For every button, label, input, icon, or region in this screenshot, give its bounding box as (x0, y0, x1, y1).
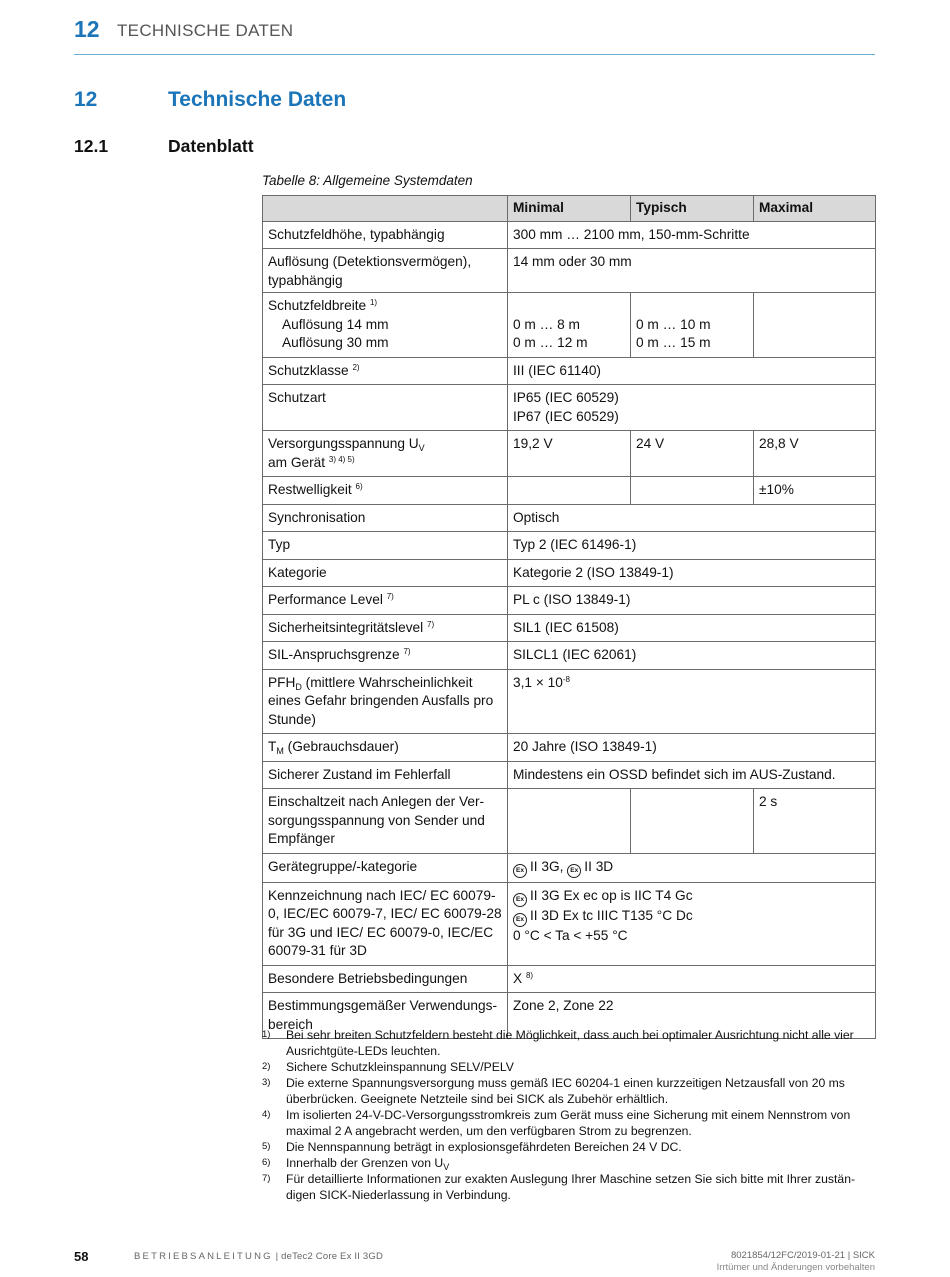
footnote-text: Die Nennspannung beträgt in explosionsgefährdeten Bereichen 24 V DC. (286, 1140, 682, 1154)
ex-symbol-icon: Ex (513, 864, 527, 878)
label-text: Schutzfeldbreite (268, 298, 367, 313)
ex-symbol-icon: Ex (567, 864, 581, 878)
subscript: V (418, 443, 425, 453)
row-label (263, 357, 508, 385)
row-label (263, 293, 508, 358)
value-line: IP67 (IEC 60529) (513, 408, 619, 424)
row-value-max: ±10% (754, 477, 876, 505)
row-label: Auflösung (Detektionsvermögen), typabhängig (263, 249, 508, 293)
label-text: Schutzklasse (268, 362, 349, 378)
footer-product: deTec2 Core Ex II 3GD (281, 1251, 384, 1262)
header-cell-maximal: Maximal (754, 196, 876, 222)
value-text: X (513, 970, 523, 986)
row-value: Mindestens ein OSSD befindet sich im AUS-Zustand. (508, 761, 876, 789)
row-value (508, 385, 876, 431)
footnote-text: Bei sehr breiten Schutzfeldern besteht die Möglichkeit, dass auch bei optimaler Ausrichtung nicht alle vier Ausrichtgüte-LEDs leuchten. (286, 1028, 854, 1058)
row-value (508, 882, 876, 965)
table-row (263, 882, 876, 965)
table-row (263, 357, 876, 385)
footnote-ref: 1) (369, 298, 378, 307)
footnote-mark: 5) (262, 1141, 271, 1152)
footnote-mark: 6) (262, 1157, 271, 1168)
row-label: Synchronisation (263, 504, 508, 532)
table-row (263, 761, 876, 789)
table-row (263, 249, 876, 293)
table-row (263, 587, 876, 615)
footnote-mark: 2) (262, 1061, 271, 1072)
table-header-row (263, 196, 876, 222)
footnote-mark: 1) (262, 1029, 271, 1040)
row-value: 300 mm … 2100 mm, 150-mm-Schritte (508, 221, 876, 249)
label-text: SIL-Anspruchsgrenze (268, 647, 400, 662)
row-label: Kennzeichnung nach IEC/ EC 60079-0, IEC/EC 60079-7, IEC/ EC 60079-28 für 3G und IEC/ EC 60079-0, IEC/EC 60079-31 für 3D (263, 882, 508, 965)
row-value: SIL1 (IEC 61508) (508, 614, 876, 642)
footnote-text: Im isolierten 24-V-DC-Versorgungsstromkreis zum Gerät muss eine Sicherung mit einem Nennstrom von maximal 2 A angebracht werden, um den verfügbaren Strom zu begrenzen. (286, 1108, 851, 1138)
row-value-max: 2 s (754, 789, 876, 854)
footer-doc-info (134, 1251, 383, 1262)
row-value: Optisch (508, 504, 876, 532)
row-value-typ (631, 789, 754, 854)
value-text: II 3G, (530, 858, 568, 874)
table-row (263, 532, 876, 560)
row-label: Kategorie (263, 559, 508, 587)
subscript: M (276, 746, 284, 756)
footnote (262, 1075, 875, 1107)
page-footer (74, 1249, 875, 1275)
footnotes (262, 1027, 875, 1203)
row-label (263, 431, 508, 477)
value-line: 0 m … 8 m (513, 316, 580, 332)
row-value: Zone 2, Zone 22 (508, 993, 876, 1039)
table-row (263, 965, 876, 993)
value-line: 0 m … 10 m (636, 316, 711, 332)
label-text: Restwelligkeit (268, 482, 352, 497)
heading2-number: 12.1 (74, 136, 109, 156)
label-text: PFH (268, 674, 296, 690)
label-text: (mittlere Wahrscheinlichkeit eines Gefahr bringenden Ausfalls pro Stunde) (268, 674, 494, 727)
row-value (508, 965, 876, 993)
table-row (263, 221, 876, 249)
row-value-typ (631, 477, 754, 505)
table-row (263, 559, 876, 587)
heading2-title: Datenblatt (168, 136, 254, 156)
row-label (263, 587, 508, 615)
label-text: Sicherheitsintegritätslevel (268, 619, 424, 635)
row-value (508, 669, 876, 734)
table-row (263, 789, 876, 854)
row-label: Schutzart (263, 385, 508, 431)
footnote (262, 1107, 875, 1139)
table-row (263, 734, 876, 762)
header-cell-typisch: Typisch (631, 196, 754, 222)
heading1-title: Technische Daten (168, 88, 347, 111)
row-value: Kategorie 2 (ISO 13849-1) (508, 559, 876, 587)
table-row (263, 431, 876, 477)
table-row (263, 614, 876, 642)
row-label (263, 734, 508, 762)
row-label: Typ (263, 532, 508, 560)
footnote-mark: 4) (262, 1109, 271, 1120)
footnote-text: Die externe Spannungsversorgung muss gemäß IEC 60204-1 einen kurzzeitigen Netzausfall von 20 ms überbrücken. Geeignete Netzteile sind bei SICK als Zubehör erhältlich. (286, 1076, 845, 1106)
footnote-ref: 6) (355, 482, 363, 491)
table-caption: Tabelle 8: Allgemeine Systemdaten (262, 173, 473, 188)
sub-label: Auflösung 14 mm (282, 316, 389, 332)
value-line: II 3G Ex ec op is IIC T4 Gc (530, 887, 693, 903)
table-row (263, 642, 876, 670)
footer-doc-id: 8021854/12FC/2019-01-21 | SICK (730, 1250, 875, 1261)
footnote-ref: 3) 4) 5) (328, 454, 355, 464)
footnote-text: Für detaillierte Informationen zur exakten Auslegung Ihrer Maschine setzen Sie sich bitte mit Ihrer zuständigen SICK-Niederlassung in Verbindung. (286, 1172, 856, 1202)
footnote-ref: 7) (427, 619, 435, 629)
row-value: III (IEC 61140) (508, 357, 876, 385)
row-value-max: 28,8 V (754, 431, 876, 477)
value-text: 3,1 × 10 (513, 674, 563, 690)
sub-label: Auflösung 30 mm (282, 335, 389, 350)
footnote-ref: 7) (386, 592, 394, 601)
label-text: Performance Level (268, 592, 383, 607)
footer-disclaimer: Irrtümer und Änderungen vorbehalten (716, 1262, 875, 1273)
label-text: am Gerät (268, 454, 326, 470)
ex-symbol-icon: Ex (513, 893, 527, 907)
label-text: (Gebrauchsdauer) (283, 739, 399, 754)
footnote-text: Innerhalb der Grenzen von U (286, 1156, 444, 1170)
footer-doc-type: BETRIEBSANLEITUNG (134, 1251, 273, 1262)
label-text: Versorgungsspannung U (268, 436, 419, 451)
table-row (263, 504, 876, 532)
footnote (262, 1027, 875, 1059)
table-row (263, 477, 876, 505)
value-line: II 3D Ex tc IIIC T135 °C Dc (530, 907, 693, 923)
page-number: 58 (74, 1249, 89, 1264)
row-value-typ: 24 V (631, 431, 754, 477)
row-label: Einschaltzeit nach Anlegen der Versorgungsspannung von Sender und Empfänger (263, 789, 508, 854)
row-label (263, 642, 508, 670)
row-value-min (508, 789, 631, 854)
table-row (263, 293, 876, 358)
row-label: Bestimmungsgemäßer Verwendungsbereich (263, 993, 508, 1039)
table-row (263, 669, 876, 734)
footer-separator: | (272, 1251, 282, 1262)
footnote (262, 1139, 875, 1155)
row-label: Besondere Betriebsbedingungen (263, 965, 508, 993)
footnote (262, 1059, 875, 1075)
row-value-min (508, 477, 631, 505)
header-chapter-number: 12 (74, 16, 100, 42)
row-value: 20 Jahre (ISO 13849-1) (508, 734, 876, 762)
heading1-number: 12 (74, 88, 98, 111)
header-cell-minimal: Minimal (508, 196, 631, 222)
footnote-mark: 3) (262, 1077, 271, 1088)
value-text: II 3D (584, 858, 614, 874)
system-data-table (262, 195, 876, 1039)
label-text: T (268, 739, 277, 754)
row-label: Gerätegruppe/-kategorie (263, 853, 508, 882)
row-label: Sicherer Zustand im Fehlerfall (263, 761, 508, 789)
row-label (263, 669, 508, 734)
row-value: 14 mm oder 30 mm (508, 249, 876, 293)
header-chapter-title: TECHNISCHE DATEN (117, 21, 294, 40)
row-value (508, 853, 876, 882)
row-label: Schutzfeldhöhe, typabhängig (263, 221, 508, 249)
row-value: SILCL1 (IEC 62061) (508, 642, 876, 670)
value-line: 0 m … 12 m (513, 335, 588, 350)
row-label (263, 614, 508, 642)
row-value: Typ 2 (IEC 61496-1) (508, 532, 876, 560)
footnote-ref: 2) (352, 362, 360, 372)
row-value: PL c (ISO 13849-1) (508, 587, 876, 615)
footnote (262, 1155, 875, 1171)
subscript: D (295, 681, 302, 692)
row-value-min: 19,2 V (508, 431, 631, 477)
value-line: IP65 (IEC 60529) (513, 390, 619, 405)
table-row (263, 385, 876, 431)
value-line: 0 °C < Ta < +55 °C (513, 927, 628, 943)
footnote-text: Sichere Schutzkleinspannung SELV/PELV (286, 1060, 514, 1074)
running-header (74, 14, 875, 55)
row-value-max (754, 293, 876, 358)
header-cell-empty (263, 196, 508, 222)
table-row (263, 853, 876, 882)
footnote-text-wrap (286, 1155, 875, 1171)
row-value-typ (631, 293, 754, 358)
footnote-ref: 7) (403, 647, 411, 656)
subscript: V (443, 1162, 450, 1172)
footnote-mark: 7) (262, 1173, 271, 1184)
row-value-min (508, 293, 631, 358)
value-line: 0 m … 15 m (636, 335, 711, 350)
footnote-ref: 8) (525, 970, 534, 980)
row-label (263, 477, 508, 505)
exponent: -8 (562, 674, 570, 684)
ex-symbol-icon: Ex (513, 913, 527, 927)
footnote (262, 1171, 875, 1203)
